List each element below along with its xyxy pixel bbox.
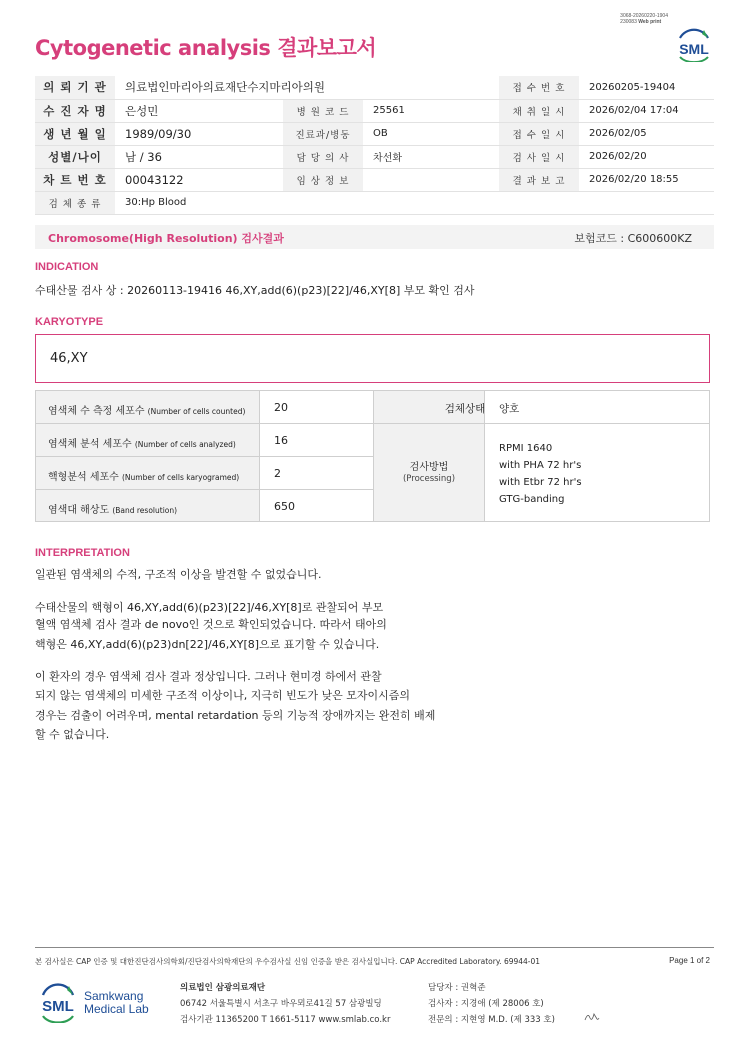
info-row xyxy=(35,168,714,191)
interpretation-line: 되지 않는 염색체의 미세한 구조적 이상이나, 지극히 빈도가 낮은 모자이시즘의 xyxy=(35,689,410,702)
cells-analyzed-value: 16 xyxy=(274,434,288,447)
document-code-line2: 230083 xyxy=(620,19,637,25)
cells-counted-label: 염색체 수 측정 세포수 (Number of cells counted) xyxy=(48,406,246,417)
specimen-type-label: 검 체 종 류 xyxy=(35,191,115,214)
method-item: with PHA 72 hr's xyxy=(499,460,582,471)
receipt-datetime-value: 2026/02/05 xyxy=(579,122,714,145)
cells-counted-value: 20 xyxy=(274,401,288,414)
patient-name-label: 수 진 자 명 xyxy=(35,99,115,122)
result-section-title: Chromosome(High Resolution) 검사결과 xyxy=(48,232,284,245)
info-row xyxy=(35,191,714,214)
interpretation-heading: INTERPRETATION xyxy=(35,547,130,559)
requesting-org-value: 의료법인마리아의료재단수지마리아의원 xyxy=(115,76,499,99)
test-date-value: 2026/02/20 xyxy=(579,145,714,168)
method-label-en: (Processing) xyxy=(402,474,456,484)
interpretation-line: 이 환자의 경우 염색체 검사 결과 정상입니다. 그러나 현미경 하에서 관찰 xyxy=(35,670,382,683)
web-print-label: Web print xyxy=(638,19,662,25)
birth-date-value: 1989/09/30 xyxy=(115,122,283,145)
method-item: GTG-banding xyxy=(499,494,565,505)
chart-number-label: 차 트 번 호 xyxy=(35,168,115,191)
info-row xyxy=(35,76,714,99)
receipt-datetime-label: 접 수 일 시 xyxy=(499,122,579,145)
collection-datetime-label: 채 취 일 시 xyxy=(499,99,579,122)
karyotype-value: 46,XY xyxy=(50,351,88,366)
sml-logo-icon xyxy=(38,981,78,1023)
page-number: Page 1 of 2 xyxy=(669,956,710,965)
receipt-number-value: 20260205-19404 xyxy=(579,76,714,99)
interpretation-line: 혈액 염색체 검사 결과 de novo인 것으로 확인되었습니다. 따라서 태아의 xyxy=(35,618,387,631)
staff-info xyxy=(428,980,555,1028)
hospital-code-value: 25561 xyxy=(363,99,499,122)
chart-number-value: 00043122 xyxy=(115,168,283,191)
cell-counts-table xyxy=(35,390,710,522)
insurance-code: 보험코드 : C600600KZ xyxy=(574,232,692,245)
signature-icon xyxy=(584,1010,600,1022)
document-code xyxy=(620,13,668,25)
cells-analyzed-label: 염색체 분석 세포수 (Number of cells analyzed) xyxy=(48,439,236,450)
receipt-number-label: 접 수 번 호 xyxy=(499,76,579,99)
footer-divider xyxy=(35,947,714,948)
staff-in-charge: 담당자 : 권혁준 xyxy=(428,983,486,993)
department-value: OB xyxy=(363,122,499,145)
clinical-info-value xyxy=(363,168,499,191)
organization-address: 06742 서울특별시 서초구 바우뫼로41길 57 삼광빌딩 xyxy=(180,999,382,1009)
test-date-label: 검 사 일 시 xyxy=(499,145,579,168)
hospital-code-label: 병 원 코 드 xyxy=(283,99,363,122)
specimen-state-value: 양호 xyxy=(499,403,520,415)
accreditation-note: 본 검사실은 CAP 인증 및 대한진단검사의학회/진단검사의학재단의 우수검사실 신임 인증을 받은 검사실입니다. CAP Accredited Laboratory. 69944-01 xyxy=(35,957,541,966)
cells-karyogramed-value: 2 xyxy=(274,467,281,480)
interpretation-line: 경우는 검출이 어려우며, mental retardation 등의 기능적 장애까지는 완전히 배제 xyxy=(35,709,436,722)
method-list xyxy=(499,440,582,508)
indication-heading: INDICATION xyxy=(35,261,99,273)
department-label: 진료과/병동 xyxy=(283,122,363,145)
method-item: with Etbr 72 hr's xyxy=(499,477,582,488)
organization-info xyxy=(180,980,390,1028)
birth-date-label: 생 년 월 일 xyxy=(35,122,115,145)
result-report-label: 결 과 보 고 xyxy=(499,168,579,191)
indication-text: 수태산물 검사 상 : 20260113-19416 46,XY,add(6)(p23)[22]/46,XY[8] 부모 확인 검사 xyxy=(35,284,475,297)
interpretation-line: 수태산물의 핵형이 46,XY,add(6)(p23)[22]/46,XY[8]로 관찰되어 부모 xyxy=(35,601,384,614)
karyotype-box xyxy=(35,334,710,383)
sml-logo-icon xyxy=(674,26,714,62)
cells-karyogramed-label: 핵형분석 세포수 (Number of cells karyogramed) xyxy=(48,472,240,483)
organization-name: 의료법인 삼광의료재단 xyxy=(180,983,266,993)
info-row xyxy=(35,99,714,122)
brand-name: Samkwang Medical Lab xyxy=(84,989,149,1016)
interpretation-paragraph: 일관된 염색체의 수적, 구조적 이상을 발견할 수 없었습니다. xyxy=(35,568,322,581)
band-resolution-label: 염색대 해상도 (Band resolution) xyxy=(48,505,178,516)
page-title: Cytogenetic analysis 결과보고서 xyxy=(35,36,377,60)
karyotype-heading: KARYOTYPE xyxy=(35,316,104,328)
info-row xyxy=(35,122,714,145)
patient-name-value: 은성민 xyxy=(115,99,283,122)
method-item: RPMI 1640 xyxy=(499,443,553,454)
doctor-label: 담 당 의 사 xyxy=(283,145,363,168)
staff-tester: 검사자 : 지경애 (제 28006 호) xyxy=(428,999,544,1009)
interpretation-line: 핵형은 46,XY,add(6)(p23)dn[22]/46,XY[8]으로 표기할 수 있습니다. xyxy=(35,638,380,651)
interpretation-line: 할 수 없습니다. xyxy=(35,728,110,741)
patient-info-table xyxy=(35,76,714,215)
specimen-state-label: 검체상태 xyxy=(444,403,486,415)
band-resolution-value: 650 xyxy=(274,500,295,513)
sex-age-label: 성별/나이 xyxy=(35,145,115,168)
method-label: 검사방법 xyxy=(409,462,449,473)
collection-datetime-value: 2026/02/04 17:04 xyxy=(579,99,714,122)
logo-text: SML xyxy=(42,998,74,1015)
requesting-org-label: 의 뢰 기 관 xyxy=(35,76,115,99)
logo-text: SML xyxy=(679,41,709,57)
staff-specialist: 전문의 : 지현영 M.D. (제 333 호) xyxy=(428,1015,555,1025)
document-code-line1: 3068-20260220-1904 xyxy=(620,13,668,19)
sex-age-value: 남 / 36 xyxy=(115,145,283,168)
clinical-info-label: 임 상 정 보 xyxy=(283,168,363,191)
result-report-value: 2026/02/20 18:55 xyxy=(579,168,714,191)
result-section-bar xyxy=(35,225,714,249)
specimen-type-value: 30:Hp Blood xyxy=(115,191,714,214)
doctor-value: 차선화 xyxy=(363,145,499,168)
info-row xyxy=(35,145,714,168)
organization-contact: 검사기관 11365200 T 1661-5117 www.smlab.co.kr xyxy=(180,1015,391,1025)
